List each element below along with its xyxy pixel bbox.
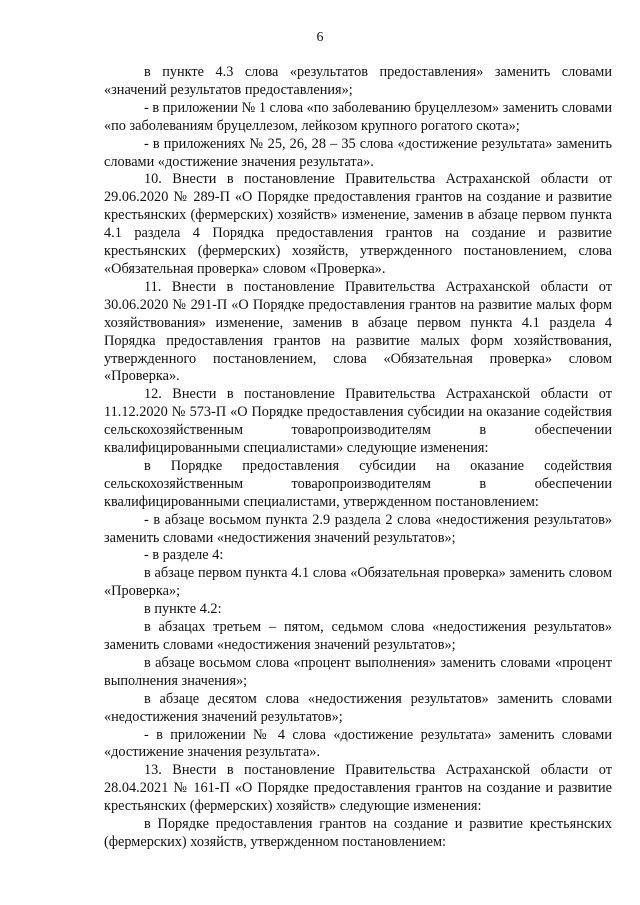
paragraph: - в разделе 4: — [144, 547, 224, 564]
page-number: 6 — [316, 30, 324, 45]
paragraph: 10. Внести в постановление Правительства Астраханской области от 29.06.2020 № 289-П «О Порядке предоставления грантов на создание и развитие крестьянских (фермерских) хозяйств» изменение, заменив в абзаце первом пункта 4.1 раздела 4 Порядка предоставления грантов на создание и развитие крестьянских (фермерских) хозяйств, утвержденного постановлением, слова «Обязательная проверка» словом «Проверка». — [104, 171, 612, 277]
paragraph: в абзацах третьем – пятом, седьмом слова «недостижения результатов» заменить словами «недостижения значений результатов»; — [104, 619, 612, 653]
paragraph: - в приложении № 1 слова «по заболеванию бруцеллезом» заменить словами «по заболеваниям бруцеллезом, лейкозом крупного рогатого скота»; — [104, 99, 612, 134]
paragraph: в Порядке предоставления субсидии на оказание содействия сельскохозяйственным товаропроизводителям в обеспечении квалифицированными специалистами, утвержденном постановлением: — [104, 457, 612, 510]
paragraph: в абзаце первом пункта 4.1 слова «Обязательная проверка» заменить словом «Проверка»; — [104, 565, 612, 600]
paragraph: в пункте 4.2: — [144, 601, 222, 618]
paragraph: 11. Внести в постановление Правительства Астраханской области от 30.06.2020 № 291-П «О Порядке предоставления грантов на развитие малых форм хозяйствования» изменение, заменив в абзаце первом пункта 4.1 раздела 4 Порядка предоставления грантов на развитие малых форм хозяйствования, утвержденного постановлением, слова «Обязательная проверка» словом «Проверка». — [104, 278, 612, 385]
paragraph: - в абзаце восьмом пункта 2.9 раздела 2 слова «недостижения результатов» заменить словами «недостижения значений результатов»; — [104, 511, 612, 546]
paragraph: - в приложении № 4 слова «достижение результата» заменить словами «достижение значения результата». — [104, 726, 612, 761]
paragraph: в абзаце восьмом слова «процент выполнения» заменить словами «процент выполнения значения»; — [104, 654, 612, 689]
document-body — [104, 64, 612, 852]
paragraph: 12. Внести в постановление Правительства Астраханской области от 11.12.2020 № 573-П «О Порядке предоставления субсидии на оказание содействия сельскохозяйственным товаропроизводителям в обеспечении квалифицированными специалистами» следующие изменения: — [104, 386, 612, 457]
paragraph: в абзаце десятом слова «недостижения результатов» заменить словами «недостижения значений результатов»; — [104, 690, 612, 725]
paragraph: - в приложениях № 25, 26, 28 – 35 слова «достижение результата» заменить словами «достижение значения результата». — [104, 135, 612, 170]
paragraph: в Порядке предоставления грантов на создание и развитие крестьянских (фермерских) хозяйств, утвержденном постановлением: — [104, 816, 612, 850]
paragraph: в пункте 4.3 слова «результатов предоставления» заменить словами «значений результатов предоставления»; — [104, 64, 612, 98]
paragraph: 13. Внести в постановление Правительства Астраханской области от 28.04.2021 № 161-П «О Порядке предоставления грантов на создание и развитие крестьянских (фермерских) хозяйств» следующие изменения: — [104, 762, 612, 815]
